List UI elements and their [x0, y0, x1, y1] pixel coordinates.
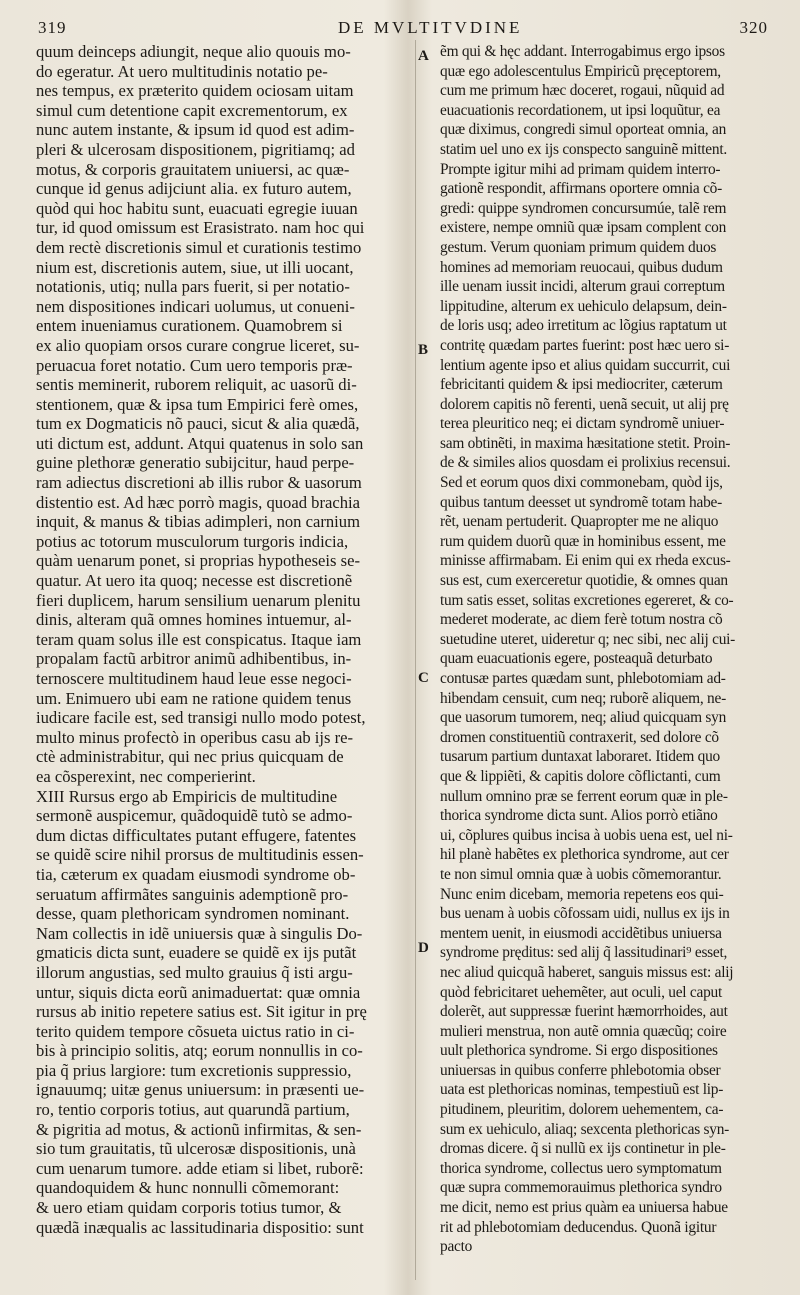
text-line: sermonẽ auspicemur, quãdoquidẽ tutò se admo-	[36, 806, 353, 826]
text-line: mederet moderate, ac diem ferè totum nostra cõ	[440, 611, 723, 629]
margin-letter-a: A	[418, 48, 429, 64]
text-line: rit ad phlebotomiam deducendus. Quonã igitur	[440, 1218, 717, 1236]
text-line: cum me primum hæc doceret, rogaui, nũquid ad	[440, 82, 725, 100]
text-line: syndrome pręditus: sed alij q̃ lassitudinari⁹ esset,	[440, 944, 728, 962]
text-line: terito quidem tempore cõsueta uictus ratio in ci-	[36, 1021, 355, 1041]
text-line: quandoquidem & hunc nonnulli cõmemorant:	[36, 1178, 340, 1198]
text-line: quædã inæqualis ac lassitudinaria dispositio: sunt	[36, 1217, 364, 1237]
text-line: ex alio quopiam orsos curare congrue liceret, su-	[36, 335, 360, 355]
text-line: contusæ partes quædam sunt, phlebotomiam ad-	[440, 670, 726, 687]
text-line: dromas dicere. q̃ si nullũ ex ijs continetur in ple-	[440, 1140, 726, 1158]
text-line: quibus tantum deesset ut syndromẽ totam habe-	[440, 493, 722, 511]
text-line: lippitudine, alterum ex uehiculo delapsum, dein-	[440, 297, 727, 315]
text-line: entem inueniamus curationem. Quamobrem si	[36, 316, 343, 336]
text-line: statim uel uno ex ijs conspecto sanguinẽ mittent.	[440, 140, 727, 158]
text-line: untur, siquis dicta eorũ animaduertat: quæ omnia	[36, 982, 361, 1002]
text-line: inquit, & manus & tibias adimpleri, non carnium	[36, 512, 360, 532]
text-line: desse, quam plethoricam syndromen nominant.	[36, 904, 350, 924]
text-line: que uasorum tumorem, neq; aliud quicquam syn	[440, 709, 727, 727]
text-line: ternoscere multitudinem haud leue esse negoci-	[36, 669, 352, 688]
text-line: euacuationis recordationem, ut ipsi loquũtur, ea	[440, 101, 721, 119]
text-line: homines ad memoriam reuocaui, quibus dudum	[440, 258, 723, 276]
text-line: rẽt, uenam pertuderit. Quapropter me ne aliquo	[440, 513, 719, 531]
text-line: ctè administrabitur, qui nec prius quicquam de	[36, 747, 344, 767]
text-line: nem dispositiones indicari uolumus, ut conueni-	[36, 296, 355, 316]
text-line: ea cõsperexint, nec comperierint.	[36, 766, 256, 786]
text-line: gredi: quippe syndromen concursumúe, talẽ rem	[440, 199, 727, 217]
text-line: sio tum grauitatis, tũ ulcerosæ dispositionis, unà	[36, 1139, 356, 1159]
text-line: quæ supra commemorauimus plethorica syndro	[440, 1179, 722, 1197]
text-line: gmaticis dicta sunt, euadere se quidẽ ex ijs putãt	[36, 943, 357, 963]
text-line: dromen constituentiũ contraxerit, sed dolore cõ	[440, 728, 719, 746]
text-line: rum quidem duorũ quæ in hominibus essent, me	[440, 532, 726, 550]
text-line: lentium agente ipso et alius quidam succurrit, cui	[440, 356, 731, 374]
text-line: sentis meminerit, ruborem reliquit, ac uasorũ di-	[36, 375, 357, 395]
text-line: sus est, cum exerceretur quotidie, & omnes quan	[440, 572, 728, 590]
text-line: nullum omnino præ se ferrent eorum quæ in ple-	[440, 787, 728, 805]
text-line: quàm uenarum ponet, si proprias hypotheseis se-	[36, 551, 360, 571]
text-line: quatur. At uero ita quoq; necesse est discretionẽ	[36, 571, 353, 591]
text-line: notationis, utiq; nulla pars fuerit, si per notatio-	[36, 277, 350, 297]
text-line: tum ex Dogmaticis nõ pauci, sicut & alia quædã,	[36, 414, 360, 434]
text-line: que & lippiẽti, & capitis dolore cõflictanti, cum	[440, 767, 721, 785]
text-line: Prompte igitur mihi ad primam quidem interro-	[440, 160, 721, 178]
text-line: guine plethoræ generatio subijcitur, haud perpe-	[36, 453, 355, 473]
text-line: quam euacuationis egere, posteaquã deturbato	[440, 650, 713, 668]
text-line: multo minus profectò in operibus casu ab ijs re-	[36, 727, 354, 747]
text-line: teram quam solus ille est conspicatus. Itaque iam	[36, 629, 362, 649]
text-line: mulieri menstrua, non autẽ omnia quæcũq; coire	[440, 1022, 727, 1040]
text-line: ui, cõplures quibus incisa à uobis uena est, uel ni-	[440, 826, 733, 844]
text-line: ro, tentio corporis totius, aut quarundã partium,	[36, 1100, 350, 1120]
text-line: mentem uenit, in eiusmodi accidẽtibus uniuersa	[440, 924, 722, 942]
text-line: febricitanti quidem & ipsi mediocriter, cæterum	[440, 376, 723, 394]
text-line: ram adiectus discretioni ab illis rubor & uasorum	[36, 473, 362, 493]
text-line: quòd qui hoc habitu sunt, euacuati egregie iuuan	[36, 198, 358, 218]
left-text-column	[36, 42, 408, 1237]
text-line: & uero etiam quidam corporis totius tumor, &	[36, 1198, 342, 1218]
text-line: quæ diximus, congredi simul oporteat omnia, an	[440, 121, 727, 139]
text-line: stentionem, quæ & ipsa tum Empirici ferè omes,	[36, 394, 359, 414]
text-line: uult plethorica syndrome. Si ergo dispositiones	[440, 1042, 718, 1060]
text-line: de loris usq; adeo irretitum ac lõgius raptatum ut	[440, 317, 727, 335]
text-line: XIII Rursus ergo ab Empiricis de multitudine	[36, 786, 338, 806]
text-line: de & similes alios quosdam ei prolixius recensui.	[440, 454, 731, 472]
text-line: seruatum affirmãtes sanguinis ademptionẽ pro-	[36, 884, 349, 904]
page-number-left: 319	[38, 18, 67, 37]
text-line: dum dictas difficultates putant effugere, fatentes	[36, 825, 357, 845]
text-line: nes tempus, ex præterito quidem ociosam uitam	[36, 81, 354, 101]
right-text-column	[440, 42, 772, 1257]
text-line: Sed et eorum quos dixi commonebam, quòd ijs,	[440, 474, 723, 492]
text-line: pacto	[440, 1238, 473, 1256]
text-line: simul cum detentione capit excrementorum, ex	[36, 100, 348, 120]
text-line: sam obtinẽti, in maxima hæsitatione stetit. Proin-	[440, 434, 731, 452]
text-line: nec aliud quicquã haberet, sanguis missus est: alij	[440, 963, 734, 981]
text-line: tusarum partium duntaxat laboraret. Itidem quo	[440, 748, 720, 766]
running-title: DE MVLTITVDINE	[338, 18, 523, 37]
text-line: te non simul omnia quæ à uobis cõmemorantur.	[440, 865, 722, 883]
text-line: potius ac totorum musculorum turgoris indicia,	[36, 531, 349, 551]
text-line: ẽm qui & hęc addant. Interrogabimus ergo ipsos	[440, 43, 725, 60]
text-line: hibendam censuit, cum neq; ruborẽ aliquem, ne-	[440, 689, 726, 707]
text-line: fieri duplicem, harum sensilium uenarum plenitu	[36, 590, 361, 610]
text-line: sum ex uehiculo, aliaq; sexcenta plethoricas syn-	[440, 1120, 730, 1138]
text-line: terea pleuritico neq; ei dictam syndromẽ uniuer-	[440, 415, 725, 433]
page-number-right: 320	[739, 18, 768, 37]
margin-letter-b: B	[418, 342, 429, 358]
text-line: existere, nempe omniũ quæ ipsam complent con	[440, 219, 727, 237]
text-line: dolorem capitis nõ ferenti, uenã secuit, ut alij prę	[440, 395, 729, 413]
text-line: rursus ab initio repetere satius est. Sit igitur in prę	[36, 1002, 367, 1022]
text-line: bis à principio solitis, atq; eorum nonnullis in co-	[36, 1041, 363, 1061]
text-line: dem rectè discretionis simul et curationis testimo	[36, 237, 362, 257]
text-line: illorum angustias, sed multo grauius q̃ isti argu-	[36, 962, 353, 982]
text-line: tur, id quod omissum est Erasistrato. nam hoc qui	[36, 218, 365, 238]
text-line: minisse affirmabam. Ei enim qui ex rheda excus-	[440, 552, 731, 570]
text-line: uti dictum est, addunt. Atqui quatenus in solo san	[36, 433, 364, 453]
text-line: bus uenam à uobis cõfossam uidi, nullus ex ijs in	[440, 905, 730, 923]
text-line: uata est plethoricas nominas, tempestiuũ est lip-	[440, 1081, 724, 1099]
text-line: cum uenarum tumore. adde etiam si libet, ruborẽ:	[36, 1158, 364, 1178]
text-line: uniuersas in quibus conferre phlebotomia obser	[440, 1061, 721, 1079]
text-line: contritę quædam partes fuerint: post hæc uero si-	[440, 336, 730, 354]
text-line: pleri & ulcerosam dispositionem, pigritiamq; ad	[36, 139, 355, 159]
text-line: Nam collectis in idẽ uniuersis quæ à singulis Do-	[36, 923, 363, 943]
text-line: se quidẽ scire nihil prorsus de multitudinis essen-	[36, 845, 364, 865]
text-line: & pigritia ad motus, & actionũ infirmitas, & sen-	[36, 1119, 362, 1139]
text-line: nunc autem instante, & ipsum id quod est adim-	[36, 120, 355, 140]
running-head	[38, 18, 778, 42]
column-gutter	[415, 40, 416, 1280]
text-line: quum deinceps adiungit, neque alio quouis mo-	[36, 42, 351, 61]
text-line: iudicare facile est, sed transigi nullo modo potest,	[36, 708, 366, 728]
text-line: thorica syndrome, collectus uero symptomatum	[440, 1159, 722, 1177]
text-line: tum satis esset, solitas excretiones egereret, & co-	[440, 591, 734, 609]
text-line: quæ ego adolescentulus Empiricũ pręceptorem,	[440, 62, 721, 80]
text-line: pitudinem, pleuritim, dolorem uehementem, ca-	[440, 1101, 724, 1119]
margin-letter-d: D	[418, 940, 429, 956]
text-line: gationẽ respondit, affirmans oportere omnia cõ-	[440, 180, 723, 198]
text-line: motus, & corporis grauitatem uniuersi, ac quæ-	[36, 159, 350, 179]
text-line: um. Enimuero ubi eam ne ratione quidem tenus	[36, 688, 352, 708]
margin-letter-c: C	[418, 670, 429, 686]
text-line: distentio est. Ad hæc porrò magis, quoad brachia	[36, 492, 360, 512]
text-line: ille uenam iussit incidi, alterum graui correptum	[440, 278, 725, 296]
text-line: cunque id genus adijciunt alia. ex futuro autem,	[36, 179, 352, 199]
text-line: thorica syndrome dicta sunt. Alios porrò etiãno	[440, 807, 718, 825]
text-line: do egeratur. At uero multitudinis notatio pe-	[36, 61, 328, 81]
text-line: Nunc enim dicebam, memoria repetens eos qui-	[440, 885, 724, 903]
text-line: dinis, alteram quã omnes homines intuemur, al-	[36, 610, 352, 630]
text-line: nium est, discretionis autem, siue, ut illi uocant,	[36, 257, 354, 277]
text-line: gestum. Verum quoniam primum quidem duos	[440, 238, 717, 256]
text-line: peruacua foret notatio. Cum uero temporis præ-	[36, 355, 353, 375]
text-line: dolerẽt, aut suppressæ fuerint hæmorrhoides, aut	[440, 1003, 728, 1021]
text-line: suetudine uteret, uideretur q; nec sibi, nec alij cui-	[440, 630, 736, 648]
text-line: pia q̃ prius largiore: tum excretionis suppressio,	[36, 1060, 352, 1080]
text-line: tia, cæterum ex quadam eiusmodi syndrome ob-	[36, 864, 356, 884]
text-line: me dicit, nemo est prius quàm ea uniuersa habue	[440, 1199, 728, 1217]
text-line: hil planè habẽtes ex plethorica syndrome, aut cer	[440, 846, 729, 864]
text-line: ignauumq; uitæ genus uniuersum: in præsenti ue-	[36, 1080, 365, 1100]
text-line: propalam factũ arbitror animũ adhibentibus, in-	[36, 649, 352, 669]
text-line: quòd febricitaret uehemẽter, aut oculi, uel caput	[440, 983, 722, 1001]
